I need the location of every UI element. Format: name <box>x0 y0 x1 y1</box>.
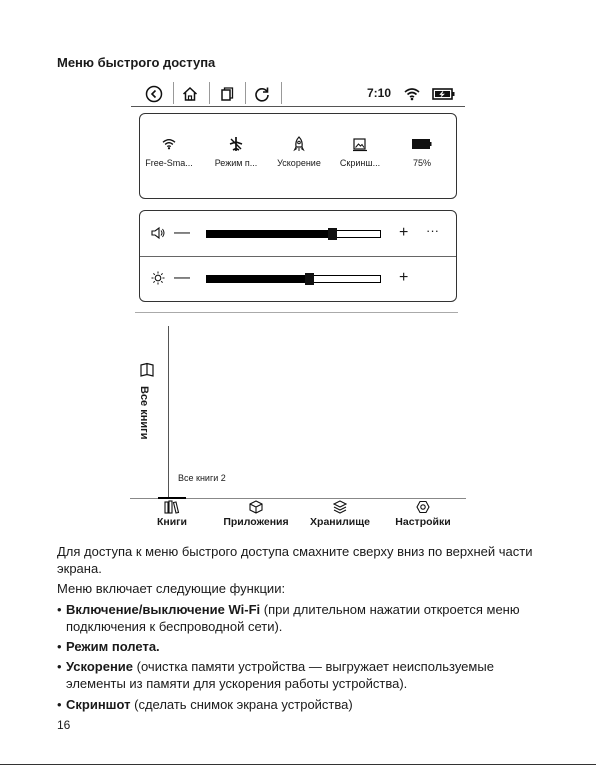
library-sidebar-all-books[interactable] <box>130 372 154 452</box>
page-bottom-rule <box>0 764 596 765</box>
bullet-airplane: • Режим полета. <box>57 639 160 654</box>
volume-icon <box>151 226 165 245</box>
bullet-screenshot: • Скриншот (сделать снимок экрана устройства) <box>57 697 353 712</box>
brightness-slider[interactable] <box>206 275 381 283</box>
tab-label: Настройки <box>395 516 451 528</box>
quick-action-label: Free-Sma... <box>145 158 193 168</box>
quick-action-label: Ускорение <box>277 158 321 168</box>
storage-icon <box>302 500 378 514</box>
tab-settings[interactable] <box>388 500 458 528</box>
tab-label: Книги <box>156 516 188 528</box>
quick-action-label: Скринш... <box>339 158 381 168</box>
screenshot-icon <box>325 134 395 154</box>
airplane-icon <box>201 134 271 154</box>
brightness-icon <box>151 271 165 290</box>
bullet-boost: • Ускорение (очистка памяти устройства — выгружает неиспользуемые элементы из памяти для ускорения работы устройства). <box>57 659 494 691</box>
multitask-icon[interactable] <box>211 80 241 107</box>
sliders-panel <box>139 210 457 302</box>
rocket-icon <box>264 134 334 154</box>
wifi-icon <box>134 134 204 154</box>
quick-action-label: Режим п... <box>214 158 258 168</box>
page-number: 16 <box>57 718 71 732</box>
tab-label: Приложения <box>223 516 289 528</box>
apps-icon <box>213 500 299 514</box>
sidebar-label: Все книги <box>138 386 150 440</box>
volume-increase-button[interactable]: + <box>399 224 409 241</box>
intro-paragraph: Для доступа к меню быстрого доступа смахните сверху вниз по верхней части экрана. <box>57 544 533 576</box>
library-sidebar-divider <box>168 326 169 498</box>
volume-decrease-button[interactable]: — <box>174 224 190 241</box>
bullet-wifi: • Включение/выключение Wi-Fi (при длительном нажатии откроется меню подключения к беспроводной сети). <box>57 602 520 634</box>
tab-apps[interactable] <box>213 500 299 528</box>
quick-action-airplane[interactable] <box>201 114 271 168</box>
volume-slider-thumb[interactable] <box>328 228 337 240</box>
active-tab-indicator <box>158 497 186 499</box>
quick-action-wifi[interactable] <box>134 114 204 168</box>
tab-label: Хранилище <box>310 516 370 528</box>
home-icon[interactable] <box>175 80 205 107</box>
volume-slider[interactable] <box>206 230 381 238</box>
shelf-label[interactable]: Все книги 2 <box>178 473 226 483</box>
clock-time: 7:10 <box>367 86 392 100</box>
tab-books[interactable] <box>152 500 192 528</box>
books-icon <box>152 500 192 514</box>
wifi-icon <box>397 80 427 107</box>
brightness-decrease-button[interactable]: — <box>174 269 190 286</box>
quick-action-battery <box>387 114 457 168</box>
quick-action-screenshot[interactable] <box>325 114 395 168</box>
tab-storage[interactable] <box>302 500 378 528</box>
battery-charging-icon <box>429 80 459 107</box>
functions-intro: Меню включает следующие функции: <box>57 581 286 596</box>
back-icon[interactable] <box>139 80 169 107</box>
status-bar <box>131 80 465 107</box>
quick-action-boost[interactable] <box>264 114 334 168</box>
divider <box>135 312 458 313</box>
settings-icon <box>388 500 458 514</box>
battery-icon <box>387 134 457 154</box>
brightness-slider-thumb[interactable] <box>305 273 314 285</box>
quick-actions-panel <box>139 113 457 199</box>
page-title: Меню быстрого доступа <box>57 55 216 70</box>
more-options-button[interactable]: ··· <box>426 223 439 238</box>
brightness-increase-button[interactable]: + <box>399 269 409 286</box>
refresh-icon[interactable] <box>247 80 277 107</box>
battery-percent: 75% <box>412 158 431 168</box>
